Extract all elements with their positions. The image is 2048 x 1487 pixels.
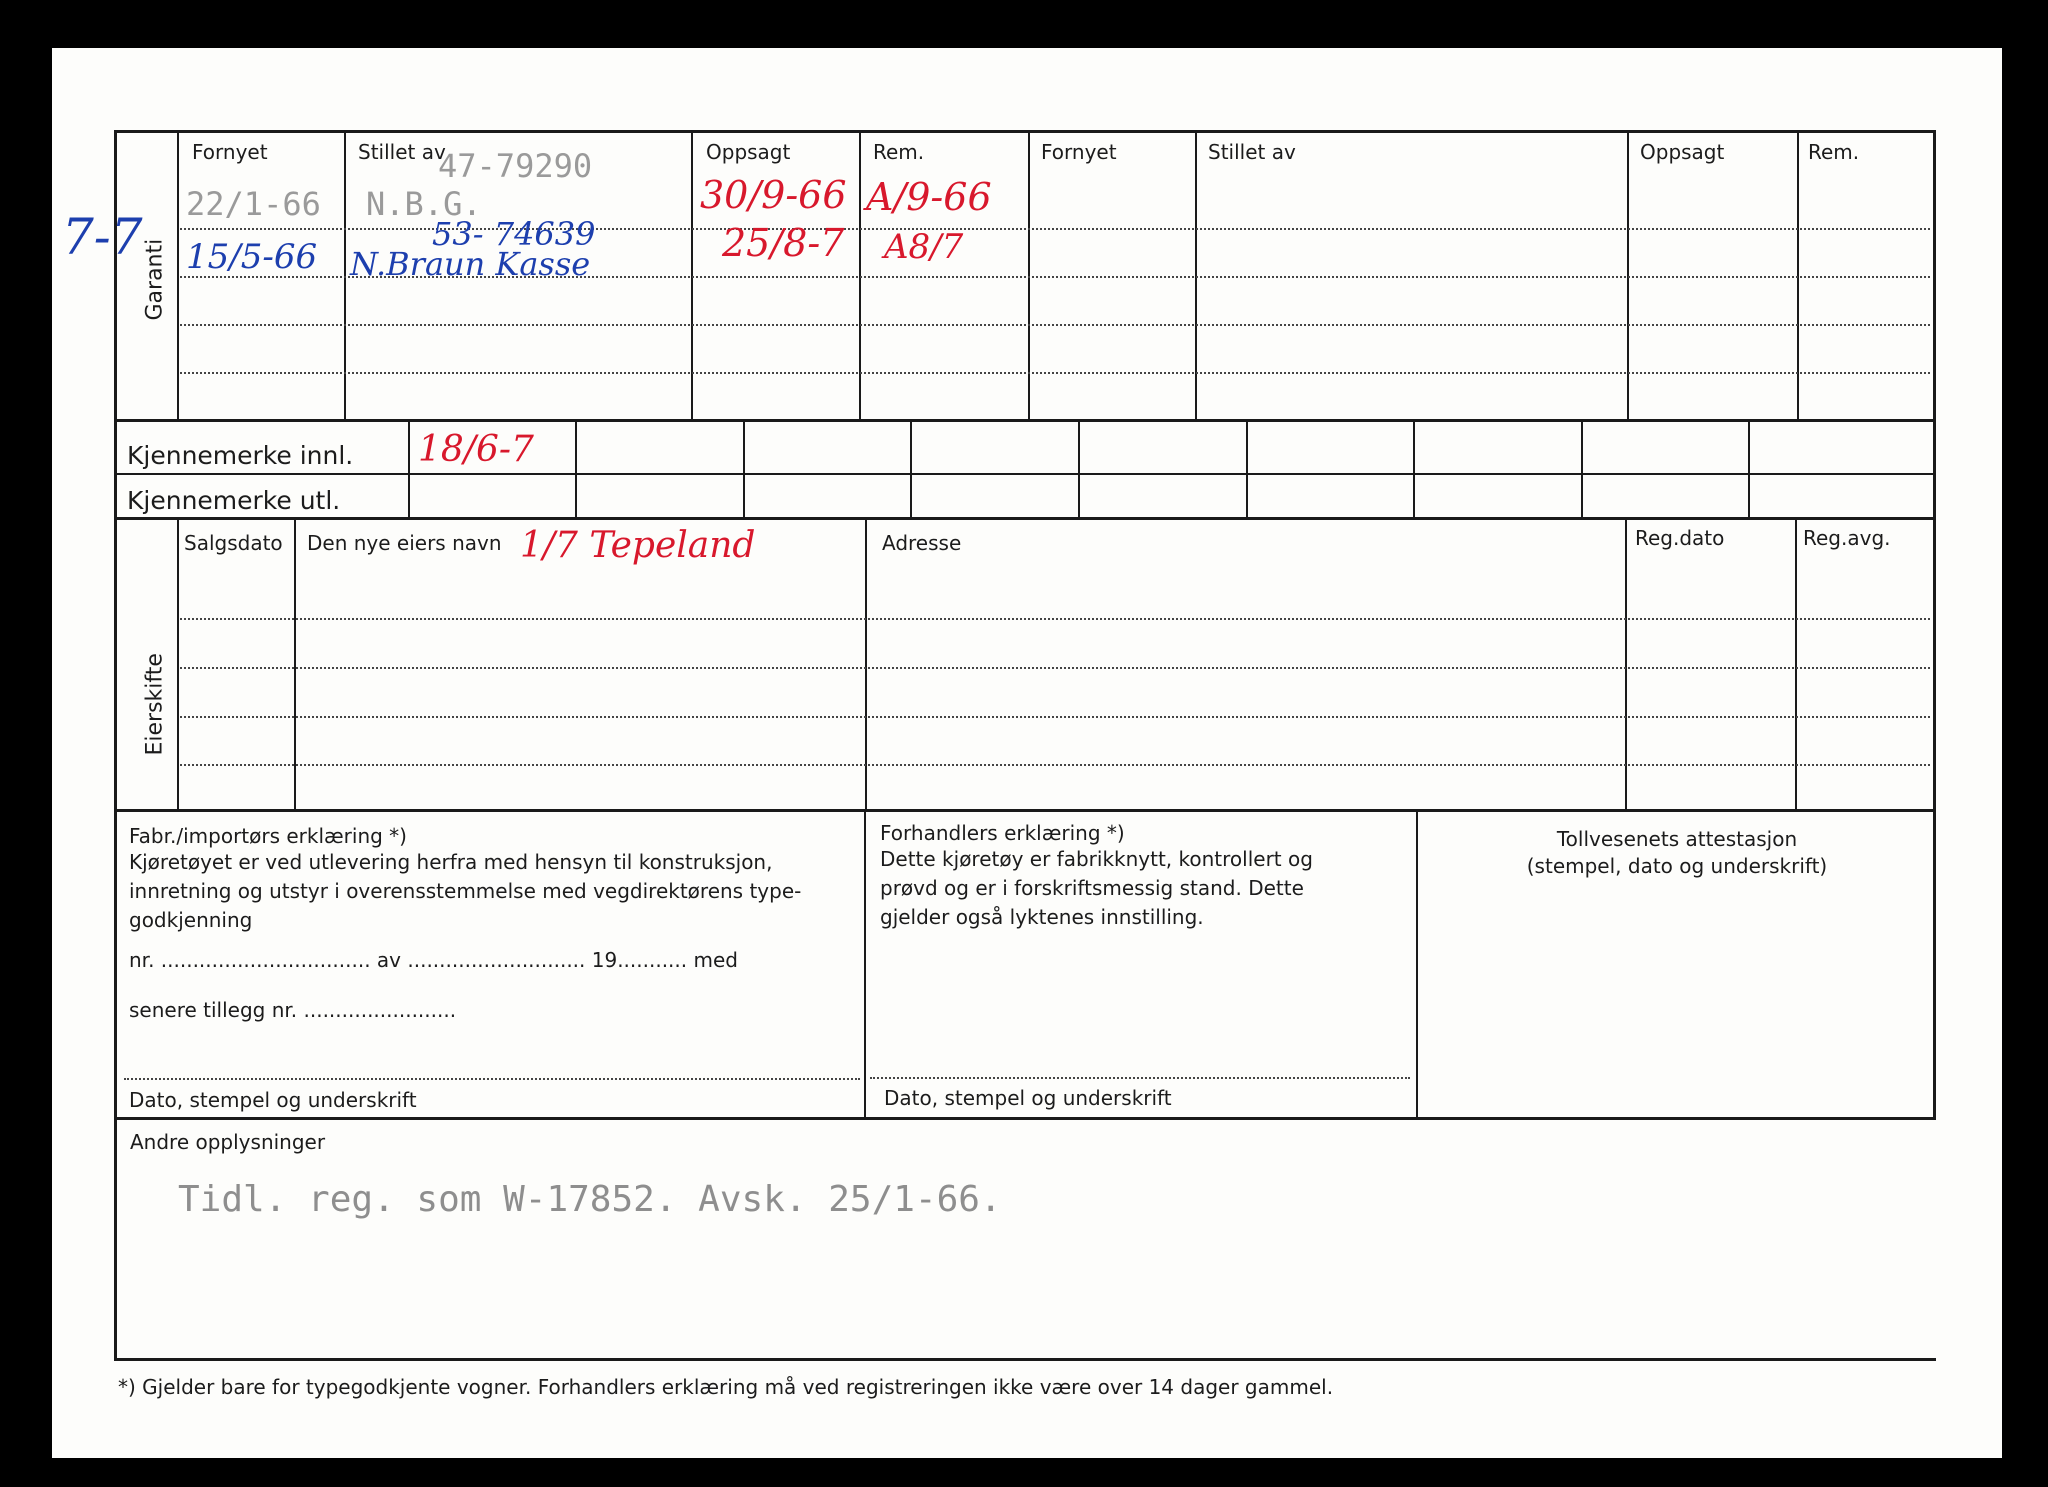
eierskifte-side-label: Eierskifte bbox=[142, 653, 168, 756]
handwritten-oppsagt-1: 30/9-66 bbox=[700, 173, 847, 217]
typed-guarantee-number: 47-79290 bbox=[438, 147, 593, 185]
kjennemerke-col-divider bbox=[1581, 422, 1583, 518]
eierskifte-row-line bbox=[180, 618, 1930, 620]
eierskifte-label-divider bbox=[177, 520, 179, 810]
typed-guarantor: N.B.G. bbox=[366, 185, 482, 223]
kjennemerke-col-divider bbox=[1246, 422, 1248, 518]
declarations-top-border bbox=[114, 809, 1936, 812]
kjennemerke-col-divider bbox=[1748, 422, 1750, 518]
garanti-header-rem: Rem. bbox=[873, 140, 925, 164]
garanti-header-fornyet-2: Fornyet bbox=[1041, 140, 1117, 164]
toll-subtitle: (stempel, dato og underskrift) bbox=[1526, 854, 1828, 878]
declarations-bottom-border bbox=[114, 1117, 1936, 1120]
garanti-header-oppsagt: Oppsagt bbox=[706, 140, 791, 164]
kjennemerke-mid-border bbox=[114, 473, 1936, 475]
forh-declaration-body: Dette kjøretøy er fabrikknytt, kontrollert og prøvd og er i forskriftsmessig stand. Dette gjelder også lyktenes innstilling. bbox=[880, 847, 1313, 929]
footnote: *) Gjelder bare for typegodkjente vogner. Forhandlers erklæring må ved registreringen ikke være over 14 dager gammel. bbox=[118, 1375, 1334, 1399]
eierskifte-header-reg-dato: Reg.dato bbox=[1635, 526, 1725, 550]
forh-signature-line bbox=[870, 1077, 1410, 1079]
eierskifte-col-divider bbox=[1625, 520, 1627, 810]
typed-andre-opplysninger: Tidl. reg. som W-17852. Avsk. 25/1-66. bbox=[178, 1179, 1002, 1220]
handwritten-new-owner: 1/7 Tepeland bbox=[520, 525, 756, 566]
handwritten-guarantee-number: 53- 74639 bbox=[432, 215, 596, 253]
fabr-tillegg-line: senere tillegg nr. ........................ bbox=[129, 998, 457, 1022]
kjennemerke-top-border bbox=[114, 419, 1936, 422]
garanti-header-rem-2: Rem. bbox=[1808, 140, 1860, 164]
outer-border-right bbox=[1933, 130, 1936, 1120]
fabr-nr-line: nr. ................................. av ............................ 19........... med bbox=[129, 948, 738, 972]
handwritten-rem-1: A/9-66 bbox=[866, 175, 992, 219]
eierskifte-header-reg-avg: Reg.avg. bbox=[1803, 526, 1891, 550]
handwritten-oppsagt-2: 25/8-7 bbox=[722, 221, 845, 265]
forh-footer: Dato, stempel og underskrift bbox=[884, 1086, 1172, 1110]
garanti-header-stillet-av-2: Stillet av bbox=[1208, 140, 1296, 164]
outer-border-top bbox=[114, 130, 1936, 133]
handwritten-guarantor: N.Braun Kasse bbox=[350, 245, 591, 283]
fabr-declaration-title: Fabr./importørs erklæring *) bbox=[129, 824, 407, 848]
kjennemerke-col-divider bbox=[910, 422, 912, 518]
eierskifte-row-line bbox=[180, 716, 1930, 718]
typed-renewal-date: 22/1-66 bbox=[186, 185, 321, 223]
handwritten-renewal-date: 15/5-66 bbox=[186, 237, 318, 277]
eierskifte-row-line bbox=[180, 764, 1930, 766]
handwritten-rem-2: A8/7 bbox=[884, 227, 964, 267]
declarations-col-divider bbox=[1416, 812, 1418, 1118]
garanti-header-stillet-av: Stillet av bbox=[358, 140, 446, 164]
handwritten-kjennemerke-innl: 18/6-7 bbox=[418, 429, 534, 470]
kjennemerke-col-divider bbox=[408, 422, 410, 518]
eierskifte-col-divider bbox=[1795, 520, 1797, 810]
eierskifte-header-salgsdato: Salgsdato bbox=[184, 531, 283, 555]
kjennemerke-innl-label: Kjennemerke innl. bbox=[127, 441, 354, 470]
fabr-signature-line bbox=[124, 1078, 860, 1080]
garanti-side-label: Garanti bbox=[142, 238, 168, 321]
kjennemerke-col-divider bbox=[1413, 422, 1415, 518]
garanti-header-oppsagt-2: Oppsagt bbox=[1640, 140, 1725, 164]
eierskifte-col-divider bbox=[294, 520, 296, 810]
eierskifte-col-divider bbox=[865, 520, 867, 810]
andre-opplysninger-label: Andre opplysninger bbox=[130, 1130, 326, 1154]
outer-border-bottom bbox=[114, 1358, 1936, 1361]
garanti-header-fornyet: Fornyet bbox=[192, 140, 268, 164]
garanti-row-line bbox=[180, 372, 1930, 374]
toll-title: Tollvesenets attestasjon bbox=[1556, 827, 1798, 851]
eierskifte-row-line bbox=[180, 667, 1930, 669]
eierskifte-header-adresse: Adresse bbox=[882, 531, 962, 555]
garanti-row-line bbox=[180, 324, 1930, 326]
fabr-declaration-body: Kjøretøyet er ved utlevering herfra med hensyn til konstruksjon, innretning og utstyr i overensstemmelse med vegdirektørens type- godkjenning bbox=[129, 850, 802, 932]
fabr-footer: Dato, stempel og underskrift bbox=[129, 1088, 417, 1112]
kjennemerke-utl-label: Kjennemerke utl. bbox=[127, 486, 341, 515]
kjennemerke-col-divider bbox=[575, 422, 577, 518]
kjennemerke-col-divider bbox=[1078, 422, 1080, 518]
declarations-col-divider bbox=[864, 812, 866, 1118]
eierskifte-header-eiers-navn: Den nye eiers navn bbox=[307, 531, 502, 555]
forh-declaration-title: Forhandlers erklæring *) bbox=[880, 821, 1125, 845]
garanti-label-divider bbox=[177, 133, 179, 421]
kjennemerke-col-divider bbox=[743, 422, 745, 518]
outer-border-left bbox=[114, 130, 117, 1360]
handwritten-margin-note: 7-7 bbox=[62, 208, 143, 266]
kjennemerke-bottom-border bbox=[114, 517, 1936, 520]
